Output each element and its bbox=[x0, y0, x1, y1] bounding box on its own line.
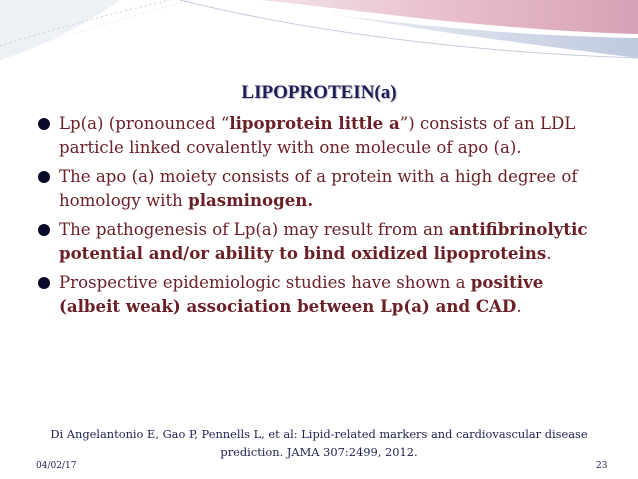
bullet-item bbox=[38, 112, 608, 159]
bullet-text: ”) consists of an LDL particle linked covalently with one molecule of apo (a). bbox=[59, 114, 576, 157]
header-wave-decoration bbox=[0, 0, 638, 80]
reference-citation bbox=[30, 425, 608, 461]
bullet-text: The pathogenesis of Lp(a) may result from an bbox=[59, 220, 449, 239]
slide-date: 04/02/17 bbox=[36, 461, 77, 471]
bullet-item bbox=[38, 165, 608, 212]
bullet-bold-text: antifibrinolytic potential and/or ability to bind oxidized lipoproteins bbox=[59, 219, 588, 263]
bullet-item bbox=[38, 218, 608, 265]
bullet-text: Lp(a) (pronounced “ bbox=[59, 114, 230, 133]
bullet-item bbox=[38, 271, 608, 318]
slide-title: LIPOPROTEIN(a) bbox=[241, 82, 397, 103]
bullet-text: The apo (a) moiety consists of a protein with a high degree of homology with bbox=[59, 167, 578, 210]
bullet-bold-text: positive (albeit weak) association between Lp(a) and CAD bbox=[59, 272, 544, 316]
bullet-text: Prospective epidemiologic studies have shown a bbox=[59, 273, 471, 292]
page-number: 23 bbox=[596, 461, 608, 471]
bullet-list bbox=[38, 112, 608, 324]
bullet-bold-text: lipoprotein little a bbox=[229, 113, 400, 133]
bullet-text: . bbox=[546, 243, 552, 263]
bullet-bold-text: plasminogen. bbox=[188, 189, 314, 210]
reference-line: Di Angelantonio E, Gao P, Pennells L, et al: Lipid-related markers and cardiovascular disease bbox=[50, 427, 588, 441]
bullet-text: . bbox=[516, 296, 522, 316]
reference-line: prediction. JAMA 307:2499, 2012. bbox=[220, 445, 418, 459]
